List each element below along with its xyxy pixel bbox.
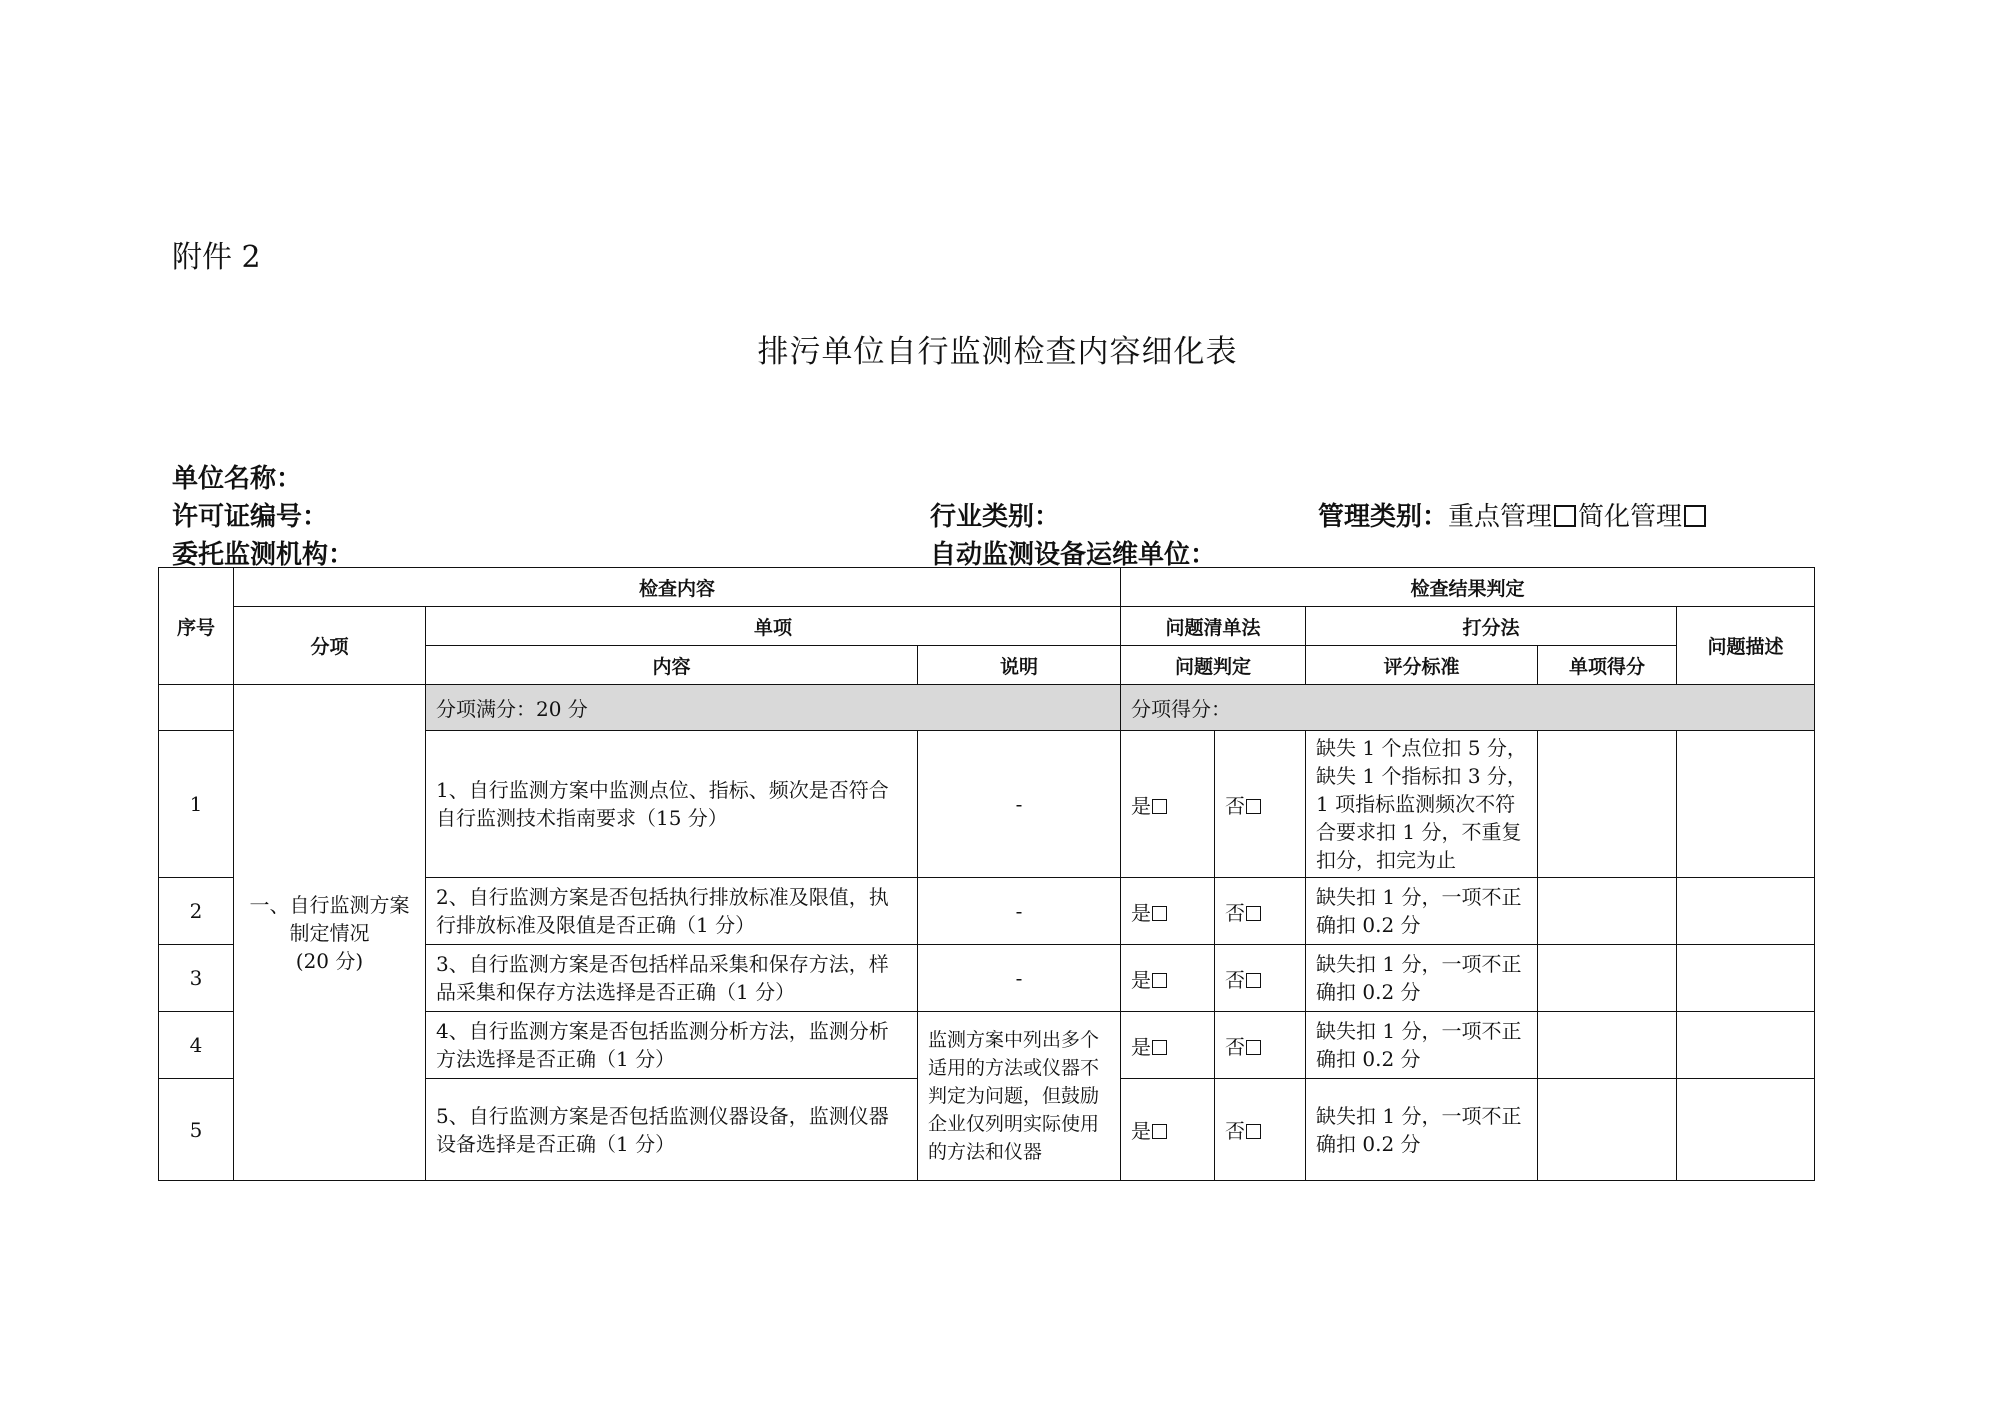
no-checkbox[interactable] xyxy=(1246,1040,1261,1055)
row-seq: 3 xyxy=(159,945,234,1012)
row-note: - xyxy=(918,731,1121,878)
row-single-score[interactable] xyxy=(1538,945,1677,1012)
yes-checkbox[interactable] xyxy=(1152,1124,1167,1139)
row-issue-desc[interactable] xyxy=(1677,1012,1815,1079)
row-single-score[interactable] xyxy=(1538,1012,1677,1079)
entrust-label: 委托监测机构： xyxy=(172,540,355,570)
row-content: 2、自行监测方案是否包括执行排放标准及限值，执行排放标准及限值是否正确（1 分） xyxy=(426,878,918,945)
header-content: 内容 xyxy=(426,646,918,685)
header-seq: 序号 xyxy=(159,568,234,685)
row-score-std: 缺失 1 个点位扣 5 分，缺失 1 个指标扣 3 分，1 项指标监测频次不符合要求扣 1 分，不重复扣分，扣完为止 xyxy=(1306,731,1538,878)
header-score-std: 评分标准 xyxy=(1306,646,1538,685)
header-single-item: 单项 xyxy=(426,607,1121,646)
yes-label: 是 xyxy=(1131,1034,1152,1059)
row-single-score[interactable] xyxy=(1538,731,1677,878)
no-checkbox[interactable] xyxy=(1246,799,1261,814)
row-content: 1、自行监测方案中监测点位、指标、频次是否符合自行监测技术指南要求（15 分） xyxy=(426,731,918,878)
header-check-result: 检查结果判定 xyxy=(1121,568,1815,607)
section-name-line2: 制定情况 xyxy=(289,920,370,945)
row-seq: 1 xyxy=(159,731,234,878)
no-option[interactable] xyxy=(1215,1079,1306,1181)
row-note: - xyxy=(918,945,1121,1012)
row-score-std: 缺失扣 1 分，一项不正确扣 0.2 分 xyxy=(1306,1079,1538,1181)
yes-checkbox[interactable] xyxy=(1152,973,1167,988)
row-score-std: 缺失扣 1 分，一项不正确扣 0.2 分 xyxy=(1306,945,1538,1012)
section-name-line3: (20 分) xyxy=(295,948,364,973)
section-score-field[interactable]: 分项得分： xyxy=(1121,685,1815,731)
row-seq: 4 xyxy=(159,1012,234,1079)
yes-option[interactable] xyxy=(1121,1079,1215,1181)
yes-checkbox[interactable] xyxy=(1152,906,1167,921)
header-scoring: 打分法 xyxy=(1306,607,1677,646)
management-category xyxy=(1318,496,1708,533)
unit-name-label: 单位名称： xyxy=(172,464,303,494)
no-option[interactable] xyxy=(1215,731,1306,878)
row-issue-desc[interactable] xyxy=(1677,945,1815,1012)
header-check-content: 检查内容 xyxy=(234,568,1121,607)
row-issue-desc[interactable] xyxy=(1677,878,1815,945)
no-label: 否 xyxy=(1225,967,1246,992)
no-option[interactable] xyxy=(1215,1012,1306,1079)
industry-label: 行业类别： xyxy=(930,502,1061,532)
row-content: 4、自行监测方案是否包括监测分析方法，监测分析方法选择是否正确（1 分） xyxy=(426,1012,918,1079)
yes-label: 是 xyxy=(1131,967,1152,992)
permit-label: 许可证编号： xyxy=(172,502,329,532)
yes-option[interactable] xyxy=(1121,1012,1215,1079)
no-label: 否 xyxy=(1225,793,1246,818)
management-option-simple: 简化管理 xyxy=(1578,502,1683,532)
row-score-std: 缺失扣 1 分，一项不正确扣 0.2 分 xyxy=(1306,878,1538,945)
row-single-score[interactable] xyxy=(1538,878,1677,945)
header-note: 说明 xyxy=(918,646,1121,685)
yes-label: 是 xyxy=(1131,900,1152,925)
yes-label: 是 xyxy=(1131,1119,1152,1143)
row-seq: 2 xyxy=(159,878,234,945)
header-issue-list: 问题清单法 xyxy=(1121,607,1306,646)
attachment-label: 附件 2 xyxy=(172,240,261,275)
header-sub-item: 分项 xyxy=(234,607,426,685)
yes-option[interactable] xyxy=(1121,878,1215,945)
header-issue-desc: 问题描述 xyxy=(1677,607,1815,685)
no-label: 否 xyxy=(1225,1034,1246,1059)
yes-label: 是 xyxy=(1131,793,1152,818)
management-option-key: 重点管理 xyxy=(1448,502,1553,532)
row-content: 5、自行监测方案是否包括监测仪器设备，监测仪器设备选择是否正确（1 分） xyxy=(426,1079,918,1181)
header-single-score: 单项得分 xyxy=(1538,646,1677,685)
no-option[interactable] xyxy=(1215,945,1306,1012)
checkbox-simple-management[interactable] xyxy=(1684,505,1706,527)
row-seq: 5 xyxy=(159,1079,234,1181)
page-title: 排污单位自行监测检查内容细化表 xyxy=(757,334,1238,370)
checkbox-key-management[interactable] xyxy=(1554,505,1576,527)
row-score-std: 缺失扣 1 分，一项不正确扣 0.2 分 xyxy=(1306,1012,1538,1079)
row-single-score[interactable] xyxy=(1538,1079,1677,1181)
yes-option[interactable] xyxy=(1121,731,1215,878)
no-checkbox[interactable] xyxy=(1246,1124,1261,1139)
no-option[interactable] xyxy=(1215,878,1306,945)
yes-checkbox[interactable] xyxy=(1152,1040,1167,1055)
row-note-shared: 监测方案中列出多个适用的方法或仪器不判定为问题，但鼓励企业仅列明实际使用的方法和仪器 xyxy=(918,1012,1121,1181)
inspection-table xyxy=(158,567,1815,1181)
management-label: 管理类别： xyxy=(1318,502,1449,532)
no-checkbox[interactable] xyxy=(1246,906,1261,921)
auto-monitor-label: 自动监测设备运维单位： xyxy=(930,540,1217,570)
yes-checkbox[interactable] xyxy=(1152,799,1167,814)
header-issue-judge: 问题判定 xyxy=(1121,646,1306,685)
yes-option[interactable] xyxy=(1121,945,1215,1012)
no-checkbox[interactable] xyxy=(1246,973,1261,988)
section-name-line1: 一、自行监测方案 xyxy=(249,892,410,917)
no-label: 否 xyxy=(1225,900,1246,925)
row-content: 3、自行监测方案是否包括样品采集和保存方法，样品采集和保存方法选择是否正确（1 分） xyxy=(426,945,918,1012)
section-full-score: 分项满分：20 分 xyxy=(426,685,1121,731)
no-label: 否 xyxy=(1225,1119,1246,1143)
section-seq-blank xyxy=(159,685,234,731)
section-name xyxy=(234,685,426,1181)
row-issue-desc[interactable] xyxy=(1677,731,1815,878)
row-note: - xyxy=(918,878,1121,945)
row-issue-desc[interactable] xyxy=(1677,1079,1815,1181)
